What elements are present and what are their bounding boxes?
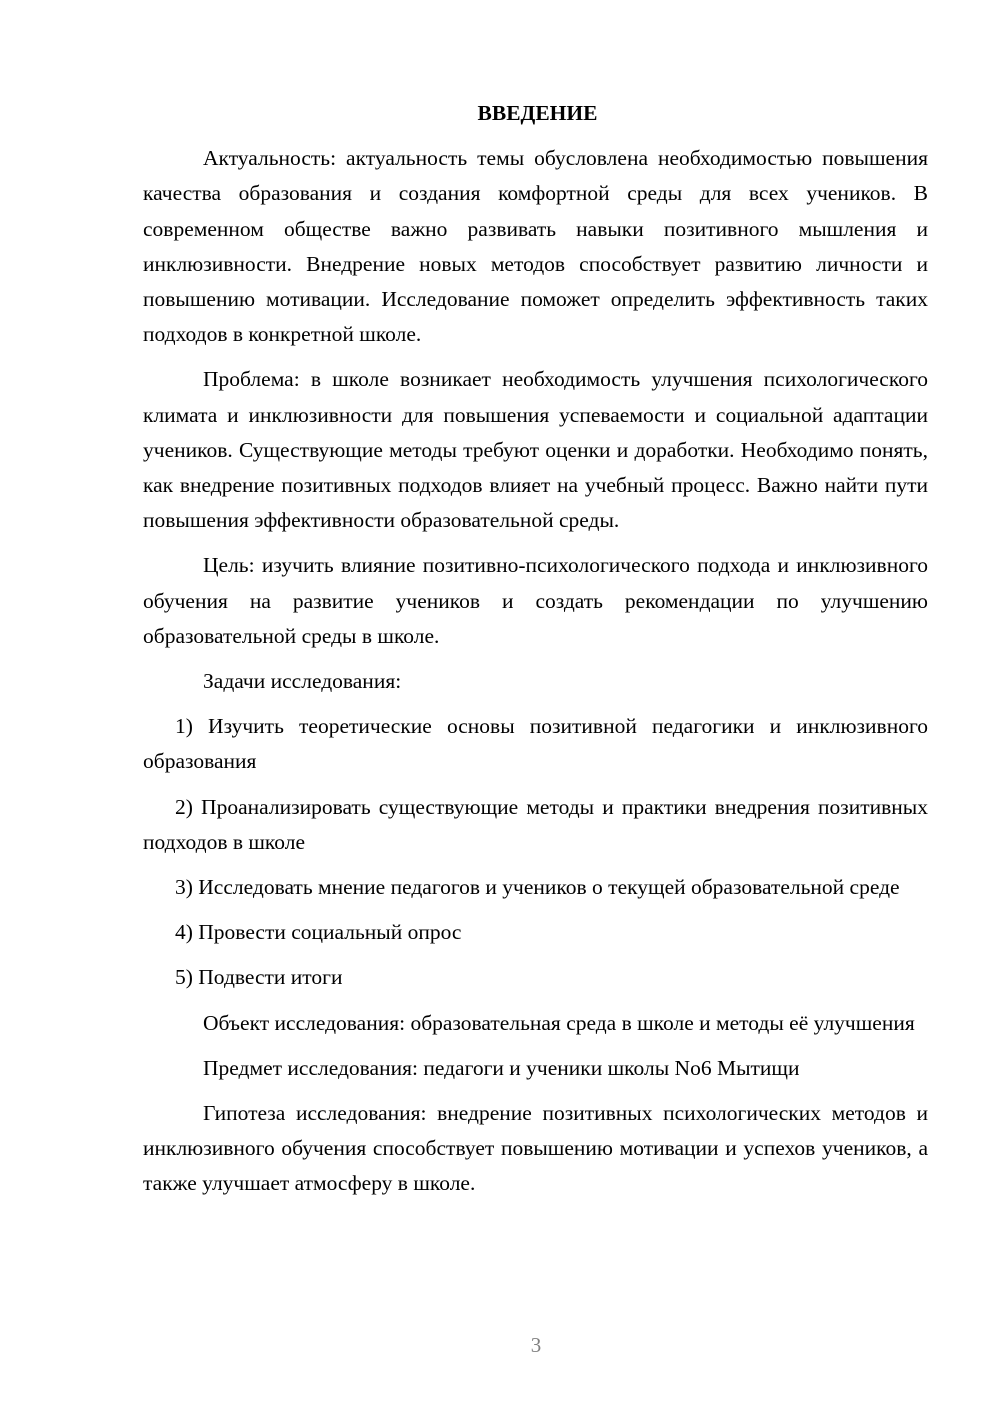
- goal-paragraph: Цель: изучить влияние позитивно-психологического подхода и инклюзивного обучения на развитие учеников и создать рекомендации по улучшению образовательной среды в школе.: [143, 553, 928, 648]
- relevance-paragraph: Актуальность: актуальность темы обусловлена необходимостью повышения качества образования и создания комфортной среды для всех учеников. В современном обществе важно развивать навыки позитивного мышления и инклюзивности. Внедрение новых методов способствует развитию личности и повышению мотивации. Исследование поможет определить эффективность таких подходов в конкретной школе.: [143, 146, 928, 347]
- task-item-5: 5) Подвести итоги: [175, 965, 343, 990]
- task-item-1: 1) Изучить теоретические основы позитивной педагогики и инклюзивного образования: [143, 714, 928, 774]
- task-item-3: 3) Исследовать мнение педагогов и учеников о текущей образовательной среде: [175, 875, 900, 900]
- hypothesis-paragraph: Гипотеза исследования: внедрение позитивных психологических методов и инклюзивного обучения способствует повышению мотивации и успехов учеников, а также улучшает атмосферу в школе.: [143, 1101, 928, 1196]
- task-item-4: 4) Провести социальный опрос: [175, 920, 462, 945]
- section-heading: ВВЕДЕНИЕ: [477, 101, 598, 125]
- subject-paragraph: Предмет исследования: педагоги и ученики школы No6 Мытищи: [203, 1055, 800, 1080]
- tasks-title: Задачи исследования:: [203, 669, 402, 694]
- object-paragraph: Объект исследования: образовательная среда в школе и методы её улучшения: [203, 1010, 915, 1035]
- page-number: 3: [530, 1333, 542, 1357]
- problem-paragraph: Проблема: в школе возникает необходимость улучшения психологического климата и инклюзивности для повышения успеваемости и социальной адаптации учеников. Существующие методы требуют оценки и доработки. Необходимо понять, как внедрение позитивных подходов влияет на учебный процесс. Важно найти пути повышения эффективности образовательной среды.: [143, 367, 928, 533]
- document-page: [143, 96, 928, 1212]
- task-item-2: 2) Проанализировать существующие методы и практики внедрения позитивных подходов в школе: [143, 794, 928, 854]
